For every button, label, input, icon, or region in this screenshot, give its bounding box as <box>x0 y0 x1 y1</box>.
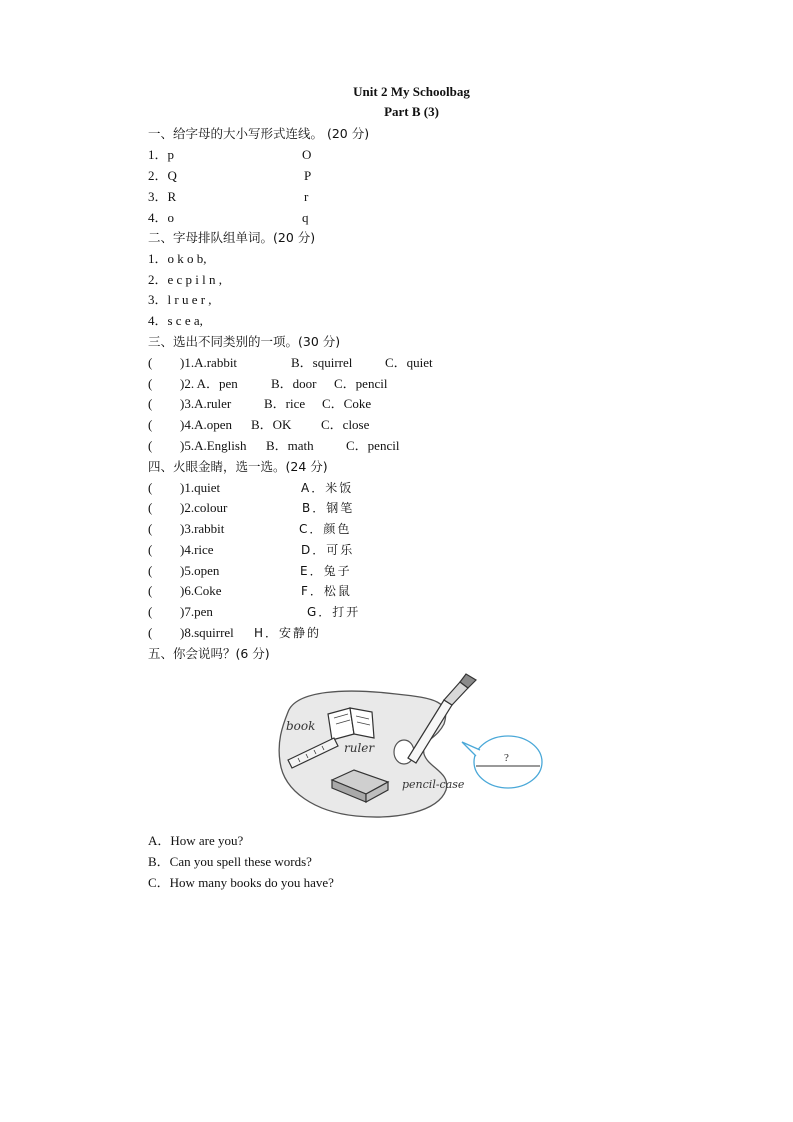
s1-left-1: 1．p <box>148 147 175 162</box>
label-book: book <box>286 719 316 733</box>
s4-paren-1: ( <box>148 480 153 495</box>
s4-paren-8: ( <box>148 625 153 640</box>
s4-paren-3: ( <box>148 521 153 536</box>
s1-right-2: P <box>304 168 312 183</box>
speech-bubble <box>462 736 542 788</box>
part-title: Part B (3) <box>384 104 439 119</box>
s4-word-1: )1.quiet <box>180 480 221 495</box>
s4-option-1: A．米饭 <box>301 481 354 495</box>
s1-left-2: 2．Q <box>148 168 177 183</box>
s4-paren-4: ( <box>148 542 153 557</box>
s3-paren-5: ( <box>148 438 153 453</box>
s4-option-2: B．钢笔 <box>302 501 355 515</box>
s4-word-6: )6.Coke <box>180 583 222 598</box>
s5-option-a: A．How are you? <box>148 833 244 848</box>
s3-b-5: B．math <box>266 438 314 453</box>
section4-heading: 四、火眼金睛，选一选。(24 分) <box>148 459 328 474</box>
s3-c-4: C．close <box>321 417 370 432</box>
s3-b-2: B．door <box>271 376 317 391</box>
section5-heading: 五、你会说吗？(6 分) <box>148 646 270 661</box>
s4-option-8: H．安静的 <box>254 626 322 640</box>
section2-heading: 二、字母排队组单词。(20 分) <box>148 230 316 245</box>
s3-paren-4: ( <box>148 417 153 432</box>
s4-option-3: C．颜色 <box>299 522 352 536</box>
s4-word-7: )7.pen <box>180 604 213 619</box>
s3-c-1: C．quiet <box>385 355 433 370</box>
s3-a-4: )4.A.open <box>180 417 232 432</box>
s2-item-1: 1．o k o b, <box>148 251 207 266</box>
s4-paren-6: ( <box>148 583 153 598</box>
s2-item-3: 3．l r u e r , <box>148 292 212 307</box>
s2-item-4: 4．s c e a, <box>148 313 203 328</box>
s4-paren-7: ( <box>148 604 153 619</box>
s4-option-4: D．可乐 <box>301 543 355 557</box>
s3-paren-2: ( <box>148 376 153 391</box>
label-pencil-case: pencil-case <box>402 778 465 791</box>
s1-right-1: O <box>302 147 312 162</box>
s4-option-5: E．兔子 <box>300 564 352 578</box>
s1-left-3: 3．R <box>148 189 177 204</box>
s3-a-1: )1.A.rabbit <box>180 355 238 370</box>
s3-b-3: B．rice <box>264 396 306 411</box>
s4-word-2: )2.colour <box>180 500 228 515</box>
unit-title: Unit 2 My Schoolbag <box>353 84 470 99</box>
s1-right-3: r <box>304 189 309 204</box>
s5-option-b: B．Can you spell these words? <box>148 854 312 869</box>
s3-c-2: C．pencil <box>334 376 388 391</box>
s3-b-1: B．squirrel <box>291 355 353 370</box>
s3-a-3: )3.A.ruler <box>180 396 232 411</box>
s3-a-2: )2. A．pen <box>180 376 238 391</box>
section1-heading: 一、给字母的大小写形式连线。 (20 分) <box>148 126 370 141</box>
s4-word-4: )4.rice <box>180 542 214 557</box>
s4-option-6: F．松鼠 <box>301 584 352 598</box>
s3-b-4: B．OK <box>251 417 292 432</box>
s4-word-5: )5.open <box>180 563 220 578</box>
s3-a-5: )5.A.English <box>180 438 247 453</box>
label-ruler: ruler <box>344 741 375 755</box>
s2-item-2: 2．e c p i l n , <box>148 272 223 287</box>
s4-word-3: )3.rabbit <box>180 521 225 536</box>
s4-paren-5: ( <box>148 563 153 578</box>
s3-paren-3: ( <box>148 396 153 411</box>
palette-illustration <box>276 672 546 822</box>
section3-heading: 三、选出不同类别的一项。(30 分) <box>148 334 341 349</box>
s4-paren-2: ( <box>148 500 153 515</box>
s3-c-5: C．pencil <box>346 438 400 453</box>
s1-left-4: 4．o <box>148 210 175 225</box>
label-question: ? <box>504 752 509 764</box>
s3-paren-1: ( <box>148 355 153 370</box>
s4-option-7: G．打开 <box>307 605 361 619</box>
s1-right-4: q <box>302 210 309 225</box>
s3-c-3: C．Coke <box>322 396 372 411</box>
book-icon <box>328 708 374 740</box>
s5-option-c: C．How many books do you have? <box>148 875 334 890</box>
s4-word-8: )8.squirrel <box>180 625 234 640</box>
